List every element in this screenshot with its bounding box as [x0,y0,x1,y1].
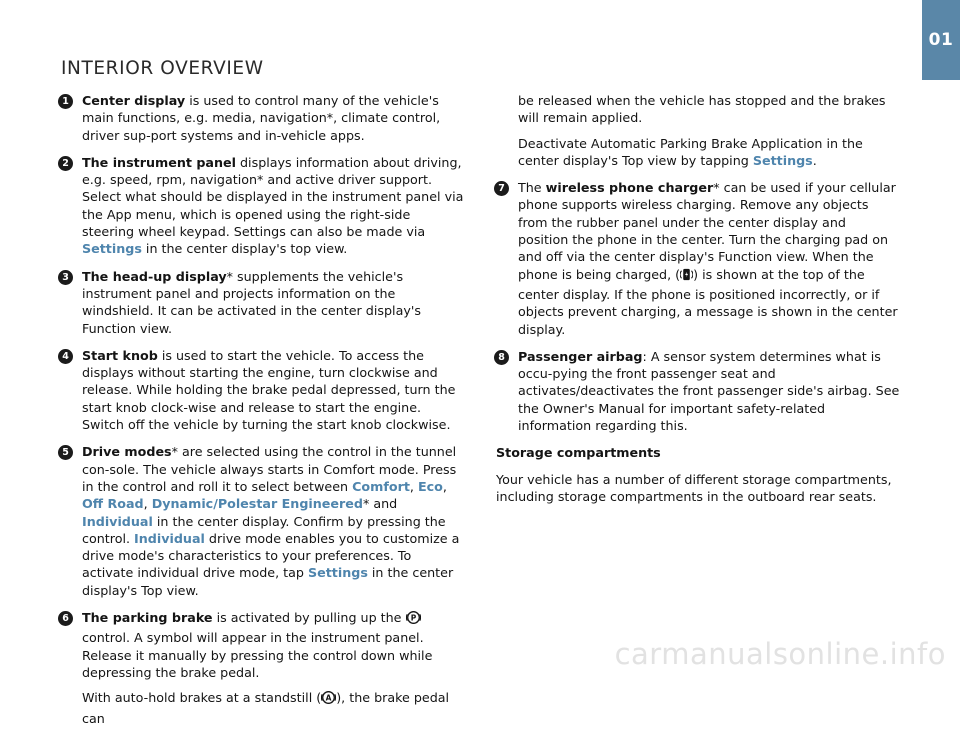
comfort-link[interactable]: Comfort [352,478,410,494]
item-text: The [518,180,546,196]
item-text: * are selected using the control in the tunnel con-sole. The vehicle always starts in Comfort mode. Press in the control and roll it to select between [82,444,457,494]
item-text: in the center display's Top view. [82,565,454,598]
item-text: , [143,496,152,512]
parking-brake-icon [406,610,421,629]
eco-link[interactable]: Eco [417,478,443,494]
svg-text:A: A [325,693,332,703]
item-text: , [442,478,447,494]
item-keyword: The instrument panel [82,154,236,170]
item-text: be released when the vehicle has stopped and the brakes will remain applied. [518,93,886,126]
item-text: . [812,152,817,168]
item-text: displays information about driving, e.g. speed, rpm, navigation* and active driver support. Select what should be displayed in the instrument panel via the App menu, which is opened using the right-side steering wheel keypad. Settings can also be made via [82,154,464,240]
list-item-center-display [60,92,464,144]
item-text: * supplements the vehicle's instrument panel and projects information on the windshield. It can be activated in the center display's Function view. [82,268,421,336]
list-item-wireless-charger [496,179,900,338]
left-column [60,92,464,737]
item-number-badge: 7 [494,181,509,196]
item-text: , [409,478,418,494]
settings-link[interactable]: Settings [82,241,142,257]
item-text: drive mode enables you to customize a drive mode's characteristics to your preferences. To activate individual drive mode, tap [82,530,460,581]
item-number-badge: 2 [58,156,73,171]
storage-heading: Storage compartments [496,445,661,461]
item-number-badge: 3 [58,270,73,285]
chapter-tab [922,0,960,80]
item-number-badge: 1 [58,94,73,109]
item-keyword: wireless phone charger [545,180,714,196]
settings-link[interactable]: Settings [307,565,368,581]
item-keyword: The parking brake [82,610,213,626]
off-road-link[interactable]: Off Road [82,496,144,512]
list-item-instrument-panel [60,154,464,258]
item-subparagraph [518,135,900,170]
list-item-passenger-airbag [496,348,900,434]
list-item-start-knob [60,347,464,433]
list-item-head-up-display [60,268,464,337]
auto-hold-icon [321,690,336,709]
individual-link[interactable]: Individual [134,530,205,546]
item-text: * can be used if your cellular phone supports wireless charging. Remove any objects from the rubber panel under the center display and position the phone in the center. Turn the charging pad on and off via the center display's Function view. When the phone is being charged, ( [518,180,896,282]
item-keyword: Center display [82,93,186,108]
item-keyword: The head-up display [82,268,227,284]
right-column [496,92,900,505]
item-text: ), the brake pedal can [82,690,450,726]
item-text: is activated by pulling up the [212,610,406,626]
item-number-badge: 8 [494,350,509,365]
item-keyword: Drive modes [82,444,172,460]
dynamic-polestar-link[interactable]: Dynamic/Polestar Engineered [151,496,363,512]
phone-charging-icon [680,267,693,286]
page-title: INTERIOR OVERVIEW [61,58,264,79]
list-item-drive-modes [60,443,464,599]
item-text: is used to control many of the vehicle's main functions, e.g. media, navigation*, climate control, driver sup-port systems and in-vehicle apps. [82,93,441,143]
item-text: ) is shown at the top of the center display. If the phone is positioned incorrectly, or if objects prevent charging, a message is shown in the center display. [518,266,898,337]
item-number-badge: 4 [58,349,73,364]
item-text: With auto-hold brakes at a standstill ( [82,690,322,706]
item-keyword: Passenger airbag [518,348,643,364]
item-text: is used to start the vehicle. To access the displays without starting the engine, turn clockwise and release. While holding the brake pedal depressed, turn the start knob clock-wise and release to start the engine. Switch off the vehicle by turning the start knob clockwise. [82,347,456,433]
item-text: Deactivate Automatic Parking Brake Application in the center display's Top view by tapping [518,135,863,168]
item-number-badge: 6 [58,611,73,626]
item-keyword: Start knob [82,347,158,363]
watermark: carmanualsonline.info [614,637,946,671]
list-item-parking-brake [60,609,464,727]
item-text: * and [362,496,398,512]
chapter-number: 01 [928,30,954,50]
storage-text: Your vehicle has a number of different storage compartments, including storage compartments in the outboard rear seats. [496,471,892,504]
item-text: control. A symbol will appear in the instrument panel. Release it manually by pressing the control down while depressing the brake pedal. [82,630,433,680]
item-text: in the center display's top view. [141,241,348,257]
item-text: in the center display. Confirm by pressing the control. [82,513,446,546]
item-subparagraph [82,689,464,727]
list-item-parking-brake-continued [496,92,900,169]
settings-link[interactable]: Settings [752,152,813,168]
svg-text:P: P [410,613,416,623]
item-text: : A sensor system determines what is occu-pying the front passenger seat and activates/deactivates the front passenger side's airbag. See the Owner's Manual for important safety-related information regarding this. [518,348,900,434]
item-number-badge: 5 [58,445,73,460]
individual-link[interactable]: Individual [82,513,153,529]
